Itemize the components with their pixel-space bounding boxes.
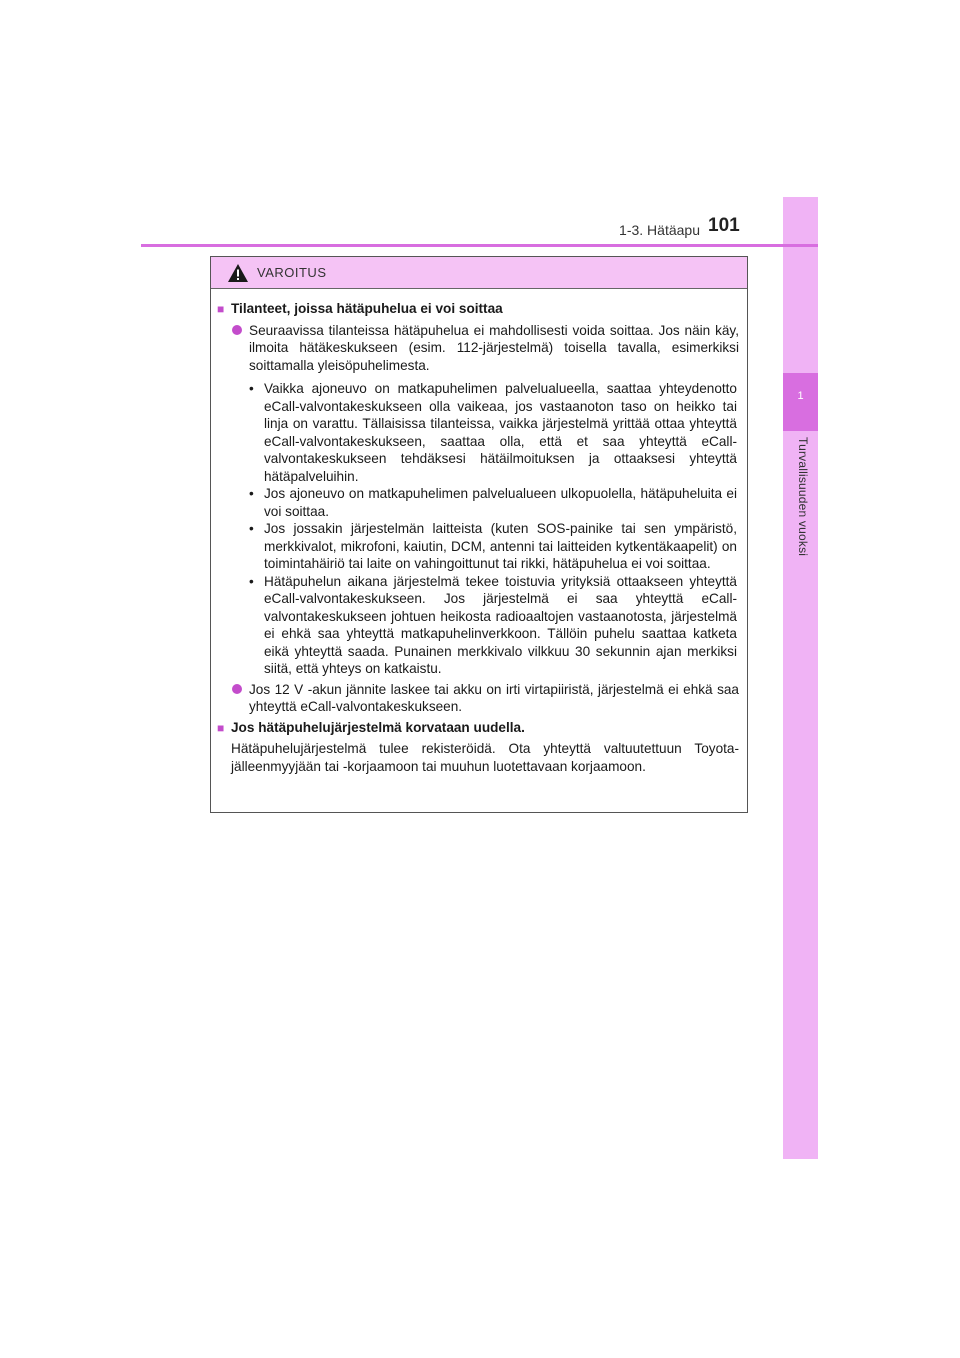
page-number: 101: [708, 215, 740, 236]
round-bullet-icon: [232, 325, 242, 335]
warning-header: [211, 257, 747, 289]
sub-bullet: •: [249, 381, 254, 396]
square-bullet-icon: ■: [217, 302, 225, 316]
sub-item: [249, 520, 739, 573]
sub-list: [217, 380, 741, 678]
bullet-text: Jos 12 V -akun jännite laskee tai akku on irti virtapiiristä, järjestelmä ei ehkä saa yhteyttä eCall-valvontakeskukseen.: [249, 681, 739, 714]
sub-item-text: Jos ajoneuvo on matkapuhelimen palvelualueen ulkopuolella, hätäpuheluita ei voi soittaa.: [264, 486, 737, 519]
section-heading: [217, 300, 741, 319]
sub-item-text: Vaikka ajoneuvo on matkapuhelimen palvelualueella, saattaa yhteydenotto eCall-valvontakeskukseen olla vaikeaa, jos vastaanoton taso on heikko tai linja on varattu. Tällaisissa tilanteissa, vaikka järjestelmä yrittää ottaa yhteyttä eCall-valvontakeskukseen, saattaa olla, että et saa yhteyttä eCall-valvontakeskukseen tehdäksesi hätäilmoituksen ja ottaaksesi yhteyttä hätäpalveluihin.: [264, 381, 737, 484]
section-title: 1-3. Hätäapu: [619, 222, 700, 238]
section-text: Hätäpuhelujärjestelmä tulee rekisteröidä. Ota yhteyttä valtuutettuun Toyota-jälleenmyyjään tai -korjaamoon tai muuhun luotettavaan korjaamoon.: [231, 741, 739, 774]
section-heading-text: Tilanteet, joissa hätäpuhelua ei voi soittaa: [231, 301, 503, 316]
bullet-item: [217, 322, 741, 375]
warning-triangle-icon: [227, 263, 249, 283]
warning-box: [210, 256, 748, 813]
chapter-sidebar: [783, 197, 818, 1159]
chapter-tab: [783, 373, 818, 431]
section-heading-text: Jos hätäpuhelujärjestelmä korvataan uudella.: [231, 719, 525, 735]
sub-item-text: Jos jossakin järjestelmän laitteista (kuten SOS-painike tai sen ympäristö, merkkivalot, mikrofoni, kaiutin, DCM, antenni tai laitteiden kytkentäkaapelit) on toimintahäiriö tai laite on vahingoittunut tai rikki, hätäpuhelua ei voi soittaa.: [264, 521, 737, 571]
sub-bullet: •: [249, 486, 254, 501]
warning-title: VAROITUS: [257, 265, 327, 280]
round-bullet-icon: [232, 684, 242, 694]
sub-item: [249, 380, 739, 485]
sub-item-text: Hätäpuhelun aikana järjestelmä tekee toistuvia yrityksiä ottaakseen yhteyttä eCall-valvontakeskukseen. Jos järjestelmä ei saa yhteyttä eCall-valvontakeskukseen johtuen heikosta radioaaltojen vastaanotosta, järjestelmä ei ehkä saa yhteyttä matkapuhelinverkkoon. Tällöin puhelu saattaa katketa eikä yhteyttä saada. Punainen merkkivalo vilkkuu 30 sekunnin ajan merkiksi siitä, että yhteys on katkaistu.: [264, 573, 737, 676]
sub-item: [249, 485, 739, 520]
square-bullet-icon: ■: [217, 720, 225, 735]
header-divider: [141, 244, 818, 247]
warning-body: [211, 289, 747, 775]
section-heading: [217, 719, 741, 738]
sub-bullet: •: [249, 573, 254, 589]
bullet-text: Seuraavissa tilanteissa hätäpuhelua ei mahdollisesti voida soittaa. Jos näin käy, ilmoita hätäkeskukseen (esim. 112-järjestelmä) toisella tavalla, esimerkiksi soittamalla yleisöpuhelimesta.: [249, 322, 739, 373]
chapter-title: Turvallisuuden vuoksi: [796, 437, 810, 557]
bullet-item: [217, 681, 741, 716]
chapter-number: 1: [797, 390, 804, 402]
sub-bullet: •: [249, 521, 254, 536]
sub-item: [249, 573, 739, 678]
